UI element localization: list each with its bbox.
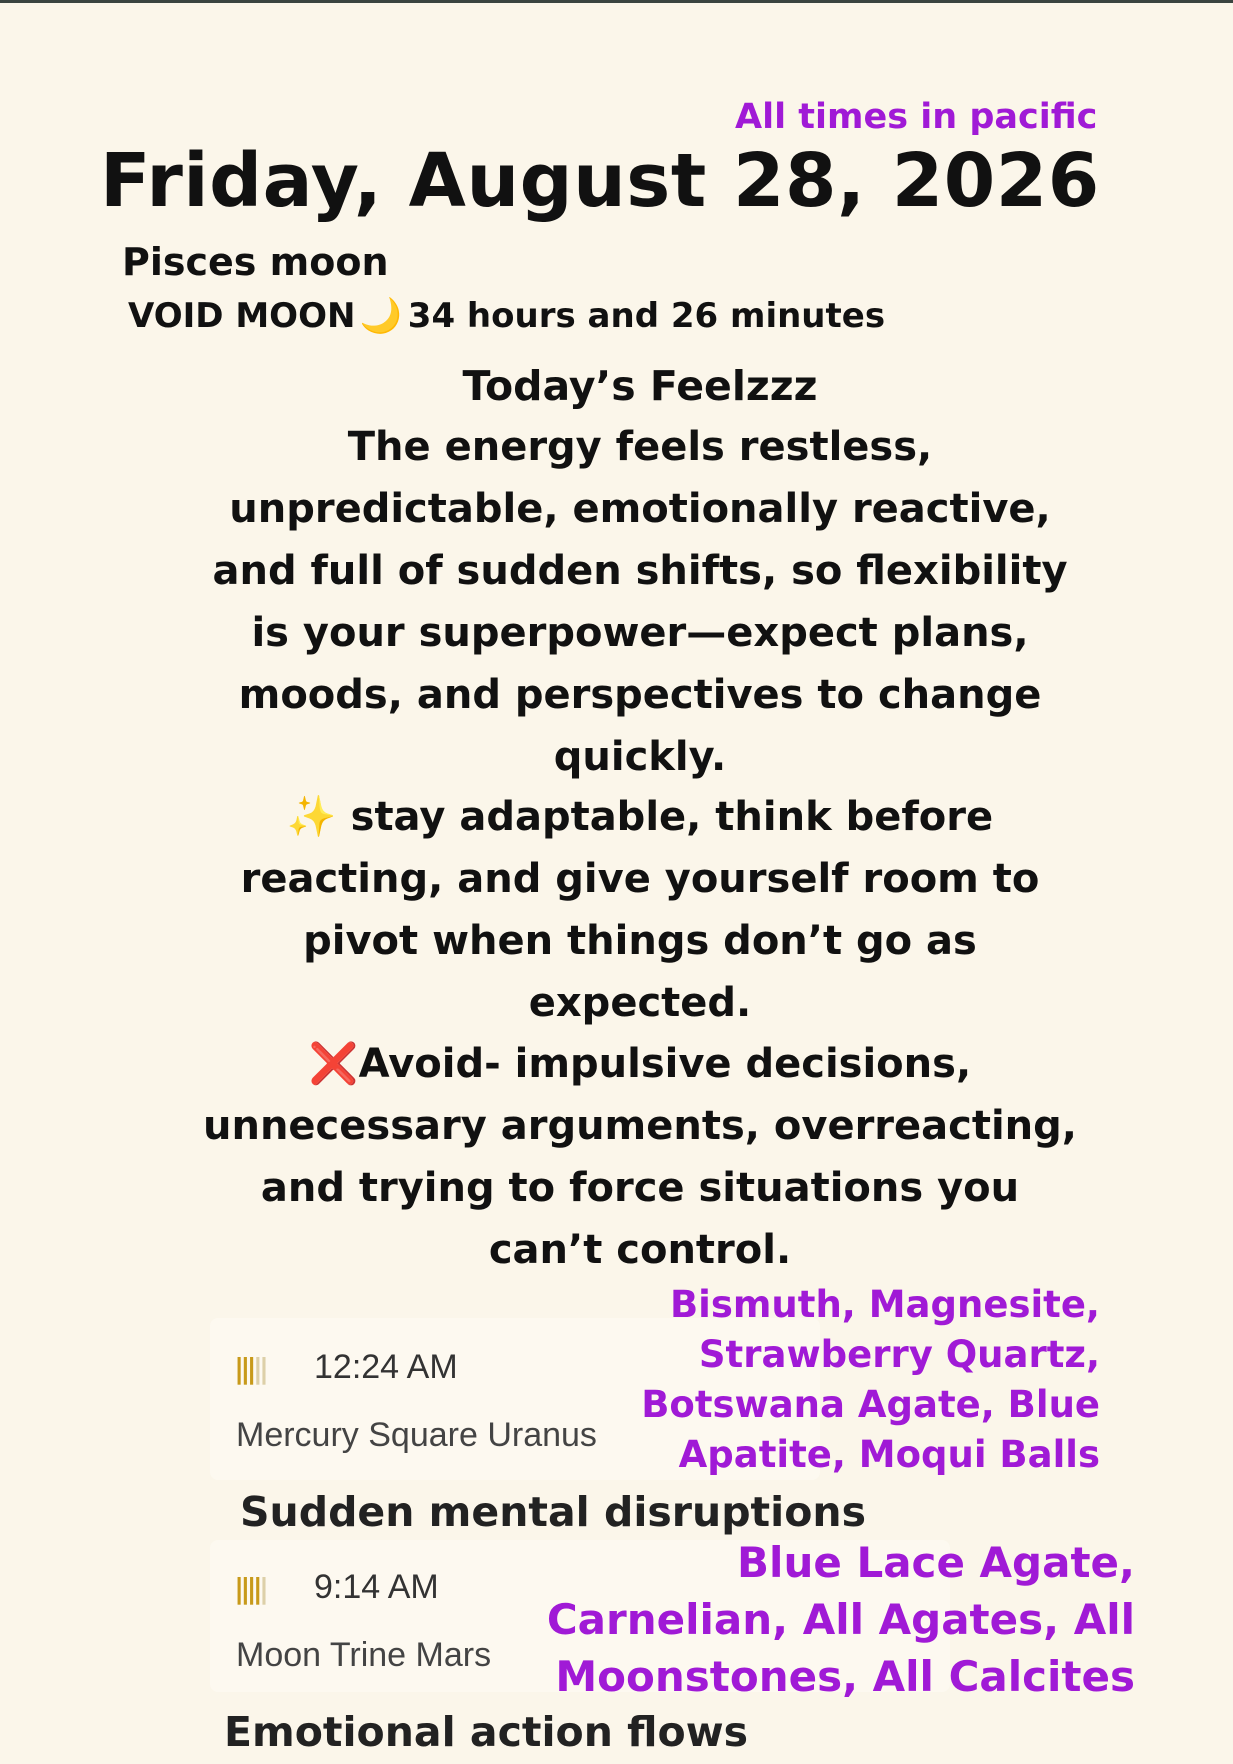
avoid-line: can’t control. (488, 1227, 792, 1273)
avoid-line: and trying to force situations you (260, 1165, 1020, 1211)
crystal-list (620, 1280, 1100, 1480)
transit-time: 9:14 AM (314, 1568, 439, 1606)
void-moon-row (128, 296, 885, 336)
moon-sign: Pisces moon (122, 240, 389, 284)
page-title-date: Friday, August 28, 2026 (100, 138, 1100, 224)
avoid-line: ❌Avoid- impulsive decisions, (308, 1041, 972, 1087)
tip-line: expected. (528, 980, 752, 1026)
tip-line: pivot when things don’t go as (303, 918, 977, 964)
crescent-moon-icon: 🌙 (359, 296, 402, 336)
feelz-line: is your superpower—expect plans, (251, 610, 1029, 656)
feelz-text (60, 416, 1220, 788)
avoid-line: unnecessary arguments, overreacting, (202, 1103, 1077, 1149)
feelz-line: The energy feels restless, (347, 424, 933, 470)
feelz-heading: Today’s Feelzzz (462, 362, 818, 410)
crystal-line: Bismuth, Magnesite, (669, 1283, 1100, 1326)
sparkles-icon: ✨ (286, 794, 337, 840)
crystal-line: Moonstones, All Calcites (555, 1652, 1135, 1701)
feelz-line: moods, and perspectives to change (238, 672, 1042, 718)
feelz-line: and full of sudden shifts, so flexibility (212, 548, 1068, 594)
tip-line: ✨ stay adaptable, think before (286, 794, 994, 840)
transit-theme: Emotional action flows (224, 1708, 748, 1756)
transit-aspect: Mercury Square Uranus (236, 1416, 597, 1454)
tip-line: reacting, and give yourself room to (240, 856, 1040, 902)
crystal-line: Blue Lace Agate, (737, 1538, 1135, 1587)
transit-time: 12:24 AM (314, 1348, 458, 1386)
crystal-list (515, 1534, 1135, 1705)
crystal-line: Botswana Agate, Blue (641, 1383, 1100, 1426)
feelz-line: unpredictable, emotionally reactive, (229, 486, 1051, 532)
transit-theme: Sudden mental disruptions (240, 1488, 866, 1536)
crystal-line: Carnelian, All Agates, All (546, 1595, 1135, 1644)
strength-bars-icon: ||||| (234, 1572, 266, 1605)
void-moon-label: VOID MOON (128, 296, 356, 336)
crystal-line: Strawberry Quartz, (698, 1333, 1100, 1376)
feelz-line: quickly. (553, 734, 727, 780)
tip-text (60, 786, 1220, 1034)
cross-mark-icon: ❌ (308, 1041, 359, 1087)
crystal-line: Apatite, Moqui Balls (678, 1433, 1100, 1476)
strength-bars-icon: ||||| (234, 1352, 266, 1385)
void-moon-duration: 34 hours and 26 minutes (407, 296, 886, 336)
avoid-text (60, 1033, 1220, 1281)
transit-aspect: Moon Trine Mars (236, 1636, 492, 1674)
top-border (0, 0, 1233, 3)
timezone-note: All times in pacific (735, 97, 1098, 137)
